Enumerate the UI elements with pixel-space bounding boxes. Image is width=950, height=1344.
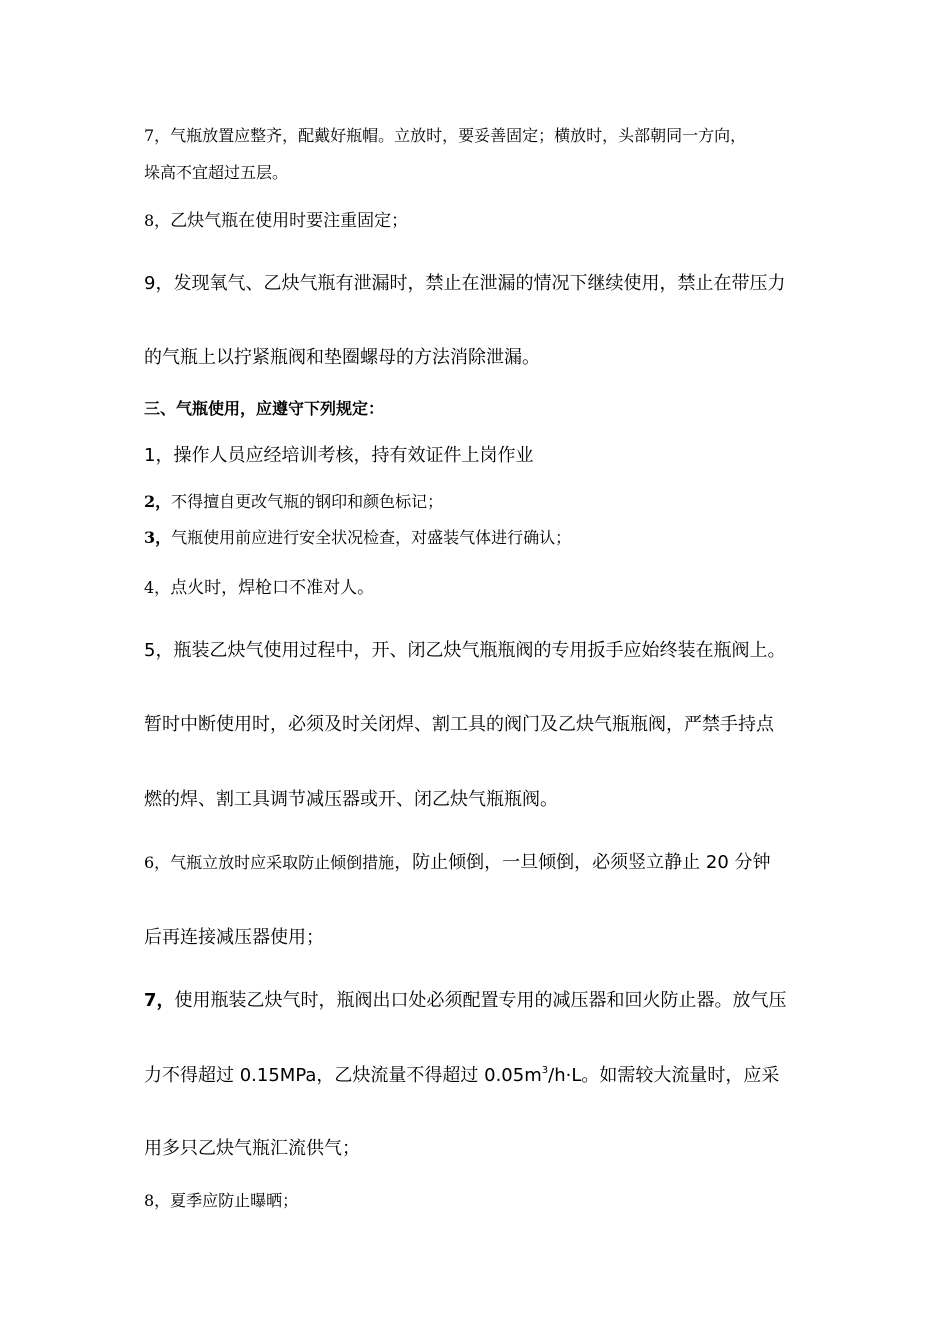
text-line: 后再连接减压器使用； — [144, 927, 324, 948]
item-text: 使用瓶装乙炔气时，瓶阀出口处必须配置专用的减压器和回火防止器。放气压 — [174, 990, 787, 1011]
list-item — [144, 580, 374, 597]
text-line: 7，气瓶放置应整齐，配戴好瓶帽。立放时，要妥善固定；横放时，头部朝同一方向， — [144, 126, 747, 145]
text-segment: /h·L。如需较大流量时，应采 — [548, 1065, 780, 1086]
list-item — [144, 854, 771, 872]
text-line: 垛高不宜超过五层。 — [144, 163, 289, 182]
list-item: 8，夏季应防止曝晒； — [144, 1191, 299, 1210]
item-number: 2， — [144, 492, 172, 511]
text-line: 的气瓶上以拧紧瓶阀和垫圈螺母的方法消除泄漏。 — [144, 347, 540, 368]
list-item — [144, 992, 787, 1010]
text-line: 暂时中断使用时，必须及时关闭焊、割工具的阀门及乙炔气瓶瓶阀，严禁手持点 — [144, 714, 774, 735]
item-number: 7， — [144, 990, 175, 1011]
superscript: 3 — [541, 1065, 549, 1076]
text-segment: 力不得超过 0.15MPa，乙炔流量不得超过 0.05m — [144, 1065, 542, 1086]
item-number: 8， — [144, 211, 171, 230]
text-line: 9，发现氧气、乙炔气瓶有泄漏时，禁止在泄漏的情况下继续使用，禁止在带压力 — [144, 273, 786, 294]
list-item: 1，操作人员应经培训考核，持有效证件上岗作业 — [144, 445, 534, 466]
item-number: 3， — [144, 528, 172, 547]
item-text: 点火时，焊枪口不准对人。 — [170, 578, 375, 598]
item-text-serif: 6，气瓶立放时应采取防止倾倒措施 — [144, 853, 395, 872]
text-line: 用多只乙炔气瓶汇流供气； — [144, 1138, 360, 1159]
item-text: 乙炔气瓶在使用时要注重固定； — [170, 211, 409, 231]
list-item — [144, 213, 408, 230]
item-text: 不得擅自更改气瓶的钢印和颜色标记； — [171, 492, 444, 511]
text-line — [144, 1067, 779, 1085]
item-number: 4， — [144, 578, 171, 597]
item-text: 气瓶使用前应进行安全状况检查，对盛装气体进行确认； — [171, 528, 572, 547]
list-item — [144, 530, 571, 547]
text-line: 燃的焊、割工具调节减压器或开、闭乙炔气瓶瓶阀。 — [144, 789, 558, 810]
list-item — [144, 494, 443, 511]
item-text-sans: ，防止倾倒，一旦倾倒，必须竖立静止 20 分钟 — [394, 852, 771, 873]
section-heading: 三、气瓶使用，应遵守下列规定： — [144, 399, 385, 418]
text-line: 5，瓶装乙炔气使用过程中，开、闭乙炔气瓶瓶阀的专用扳手应始终装在瓶阀上。 — [144, 640, 786, 661]
